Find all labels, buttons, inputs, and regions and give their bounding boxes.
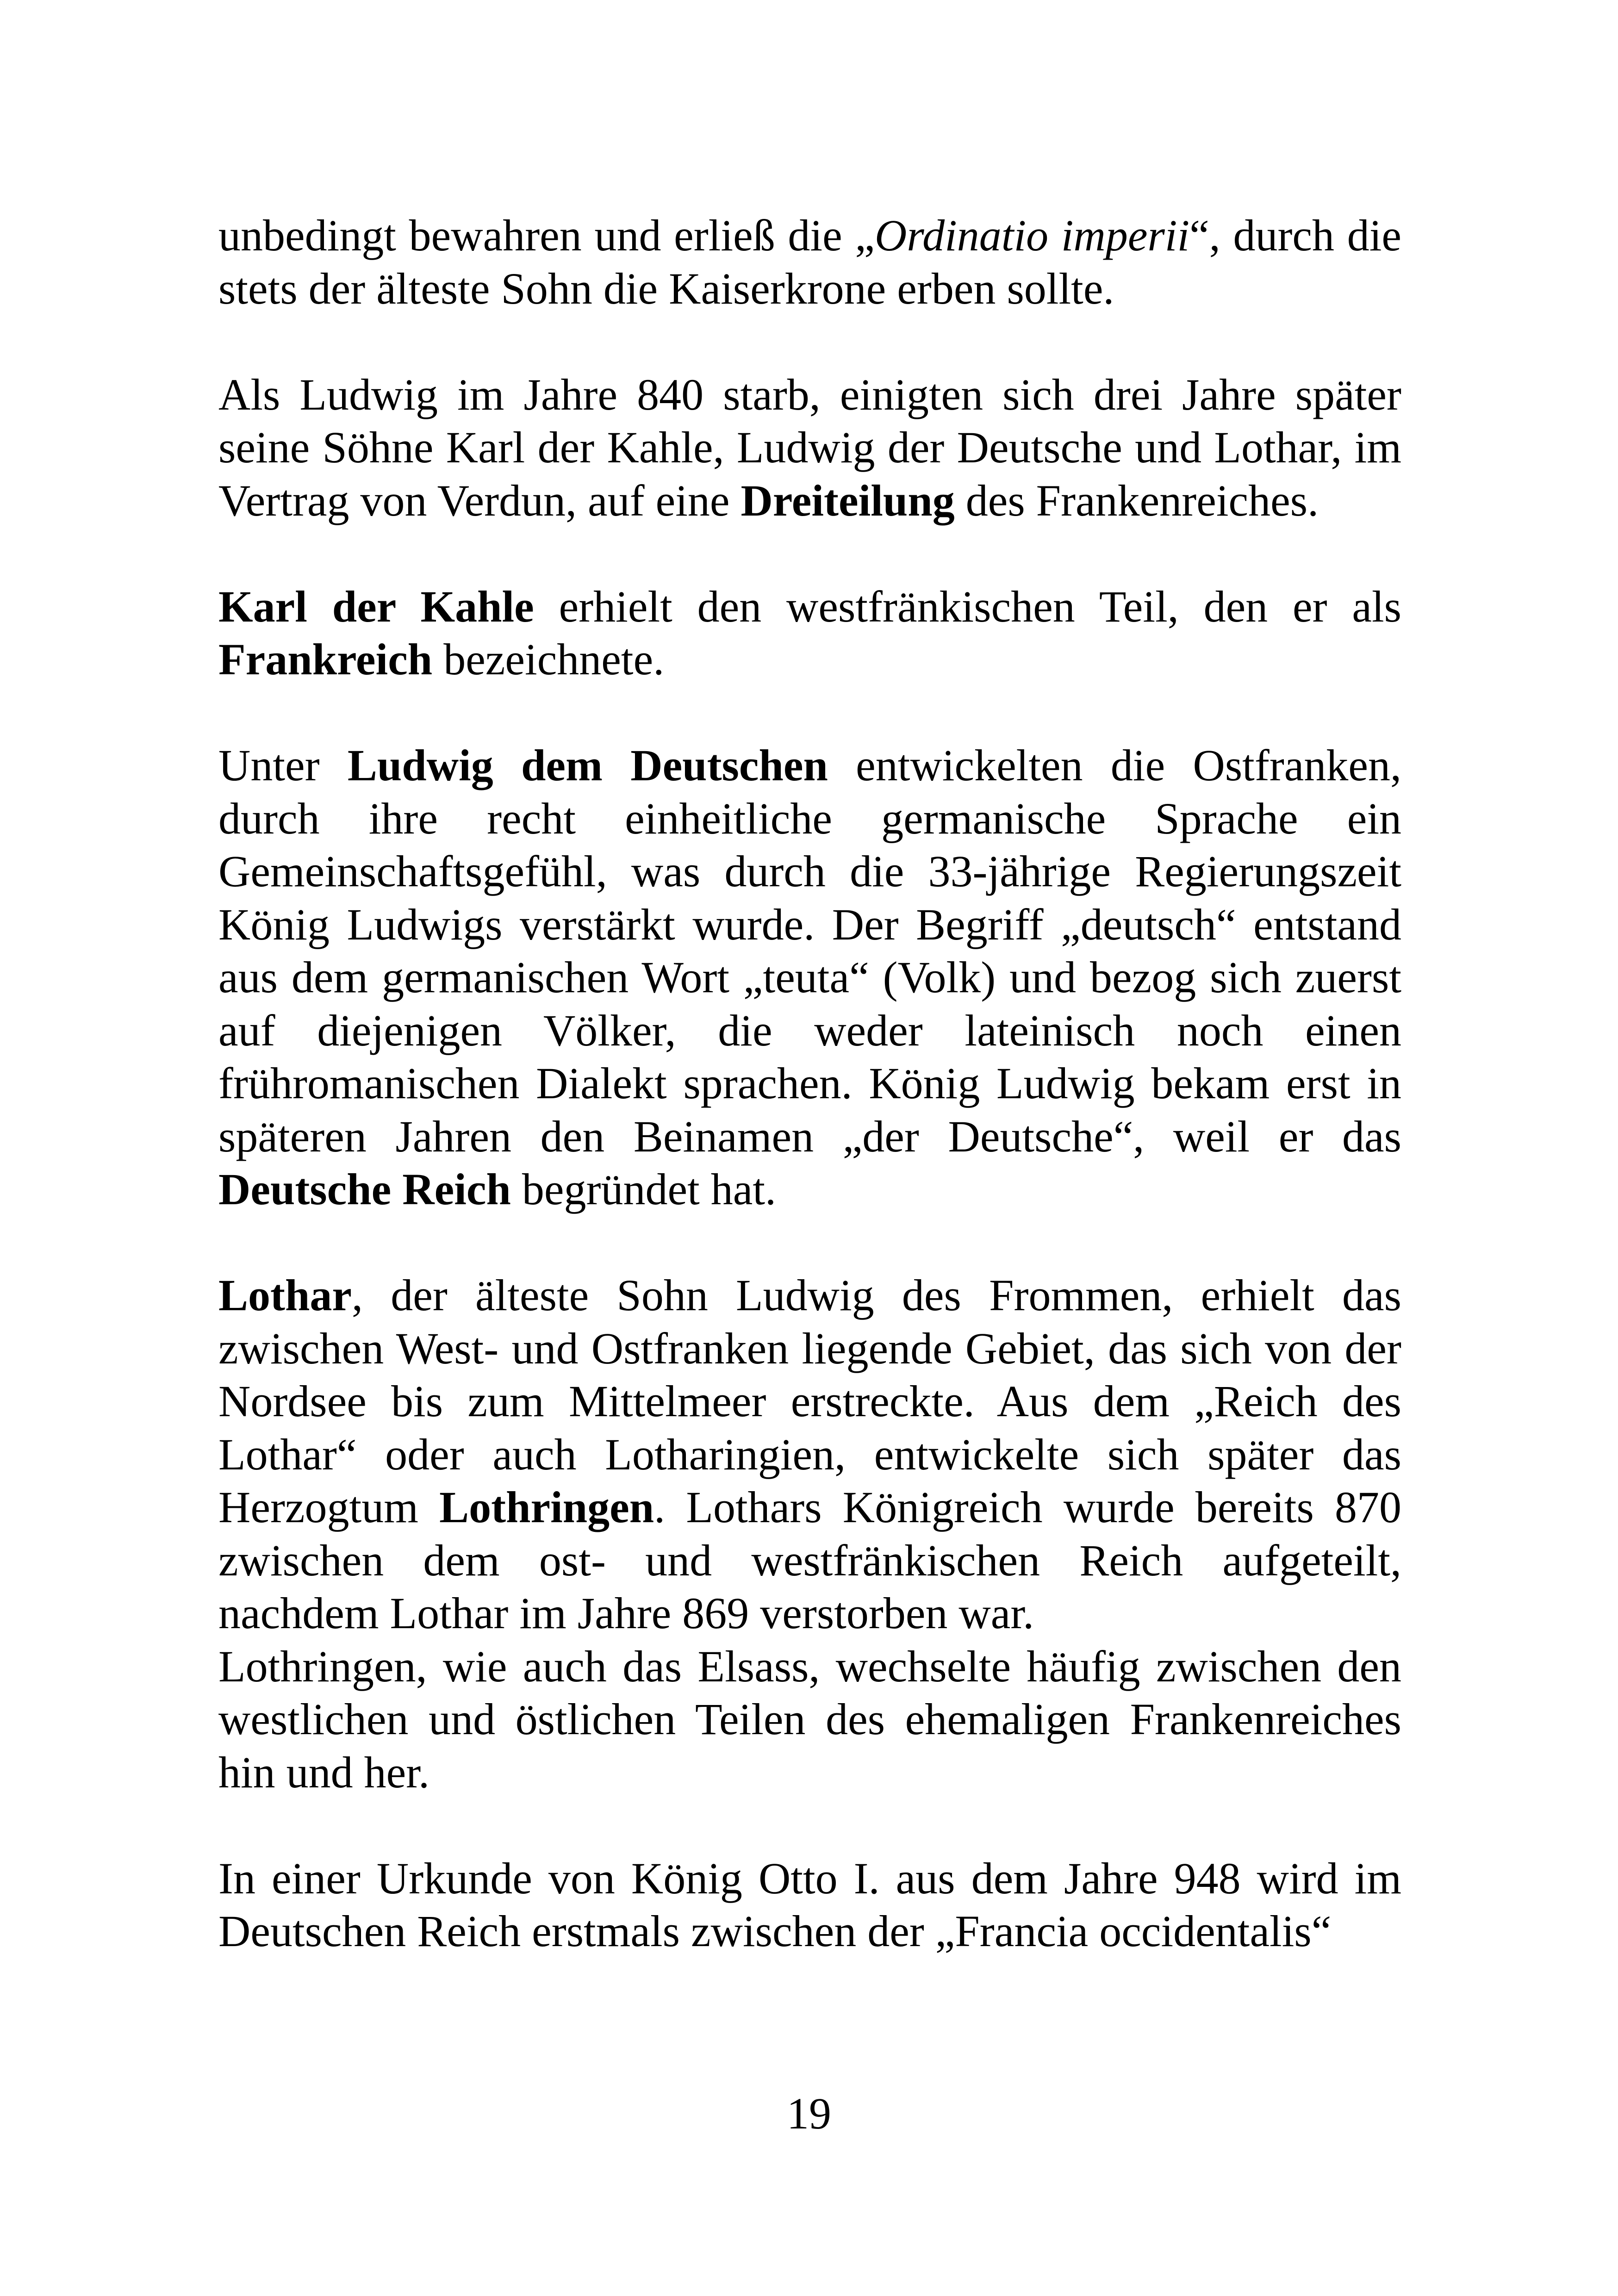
paragraph-ordinatio — [218, 209, 1401, 315]
text-run: entwickelten die Ostfranken, durch ihre recht einheitliche germanische Sprache ein Gemeinschaftsgefühl, was durch die 33-jährige Regierungszeit König Ludwigs verstärkt wurde. Der Begriff „deutsch“ entstand aus dem germanischen Wort „teuta“ (Volk) und bezog sich zuerst auf diejenigen Völker, die weder lateinisch noch einen frühromanischen Dialekt sprachen. König Ludwig bekam erst in späteren Jahren den Beinamen „der Deutsche“, weil er das — [218, 740, 1402, 1161]
paragraph-lothringen-elsass — [218, 1640, 1401, 1799]
text-run: “, durch die stets der älteste Sohn die Kaiserkrone erben sollte. — [218, 211, 1402, 313]
text-run: . Lothars Königreich wurde bereits 870 zwischen dem ost- und westfränkischen Reich aufgeteilt, nachdem Lothar im Jahre 869 verstorben war. — [218, 1482, 1402, 1638]
paragraph-karl — [218, 580, 1401, 686]
text-run: unbedingt bewahren und erließ die „ — [218, 211, 875, 260]
text-run: erhielt den westfränkischen Teil, den er als — [534, 581, 1402, 631]
bold-term-karl-der-kahle: Karl der Kahle — [218, 581, 534, 631]
bold-term-lothar: Lothar — [218, 1270, 352, 1320]
text-run: Als Ludwig im Jahre 840 starb, einigten sich drei Jahre später seine Söhne Karl der Kahle, Ludwig der Deutsche und Lothar, im Vertrag von Verdun, auf eine — [218, 369, 1401, 525]
page-number: 19 — [787, 2089, 831, 2138]
text-run: des Frankenreiches. — [954, 475, 1319, 525]
text-run: Unter — [218, 740, 348, 790]
bold-term-dreiteilung: Dreiteilung — [741, 475, 955, 525]
body-text — [218, 209, 1401, 1958]
paragraph-verdun — [218, 368, 1401, 528]
bold-term-ludwig-dem-deutschen: Ludwig dem Deutschen — [347, 740, 828, 790]
text-run: , der älteste Sohn Ludwig des Frommen, erhielt das zwischen West- und Ostfranken liegende Gebiet, das sich von der Nordsee bis zum Mittelmeer erstreckte. Aus dem „Reich des Lothar“ oder auch Lotharingien, entwickelte sich später das Herzogtum — [218, 1270, 1401, 1532]
paragraph-otto — [218, 1852, 1401, 1958]
paragraph-ludwig — [218, 739, 1401, 1216]
text-run: bezeichnete. — [432, 635, 665, 684]
bold-term-frankreich: Frankreich — [218, 635, 433, 684]
bold-term-lothringen: Lothringen — [439, 1482, 654, 1532]
text-run: Lothringen, wie auch das Elsass, wechselte häufig zwischen den westlichen und östlichen Teilen des ehemaligen Frankenreiches hin und her. — [218, 1641, 1401, 1797]
italic-term-ordinatio-imperii: Ordinatio imperii — [875, 211, 1190, 260]
bold-term-deutsche-reich: Deutsche Reich — [218, 1164, 511, 1214]
text-run: begründet hat. — [510, 1164, 777, 1214]
text-run: In einer Urkunde von König Otto I. aus dem Jahre 948 wird im Deutschen Reich erstmals zwischen der „Francia occidentalis“ — [218, 1853, 1401, 1956]
paragraph-lothar — [218, 1269, 1401, 1640]
